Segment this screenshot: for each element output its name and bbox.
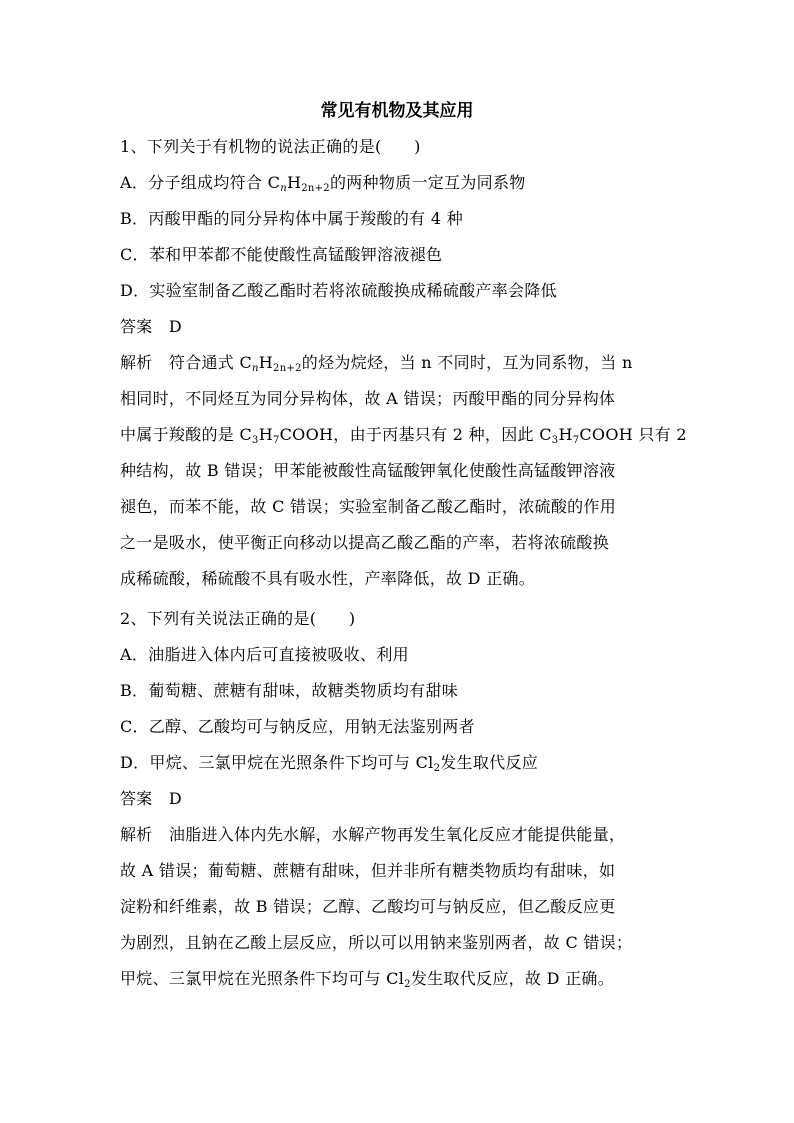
question-2-option-a: A．油脂进入体内后可直接被吸收、利用 <box>120 645 409 664</box>
option-d-text: D．甲烷、三氯甲烷在光照条件下均可与 Cl <box>120 753 434 772</box>
question-2-explanation-line-2: 故 A 错误；葡萄糖、蔗糖有甜味，但并非所有糖类物质均有甜味，如 <box>120 861 616 880</box>
option-a-text: A．分子组成均符合 C <box>120 173 281 192</box>
question-2-option-c: C．乙醇、乙酸均可与钠反应，用钠无法鉴别两者 <box>120 717 475 736</box>
question-2-answer: 答案 D <box>120 789 183 808</box>
question-2-stem: 2、下列有关说法正确的是( ) <box>120 609 356 628</box>
expl-tail: COOH 只有 2 <box>579 425 687 444</box>
expl-h: H <box>258 353 274 372</box>
option-a-subscript-n: n <box>280 183 287 194</box>
question-2-option-b: B．葡萄糖、蔗糖有甜味，故糖类物质均有甜味 <box>120 681 459 700</box>
option-d-subscript: 2 <box>433 763 441 774</box>
question-2-explanation-line-4: 为剧烈，且钠在乙酸上层反应，所以可以用钠来鉴别两者，故 C 错误； <box>120 933 633 952</box>
option-d-tail: 发生取代反应 <box>440 753 539 772</box>
expl-h: H <box>258 425 273 444</box>
question-1-option-d: D．实验室制备乙酸乙酯时若将浓硫酸换成稀硫酸产率会降低 <box>120 281 557 300</box>
expl-subscript: 3 <box>252 435 259 446</box>
question-2-explanation-line-5 <box>120 966 690 989</box>
question-1-explanation-line-6: 之一是吸水，使平衡正向移动以提高乙酸乙酯的产率，若将浓硫酸换 <box>120 533 610 552</box>
question-1-option-a <box>120 170 690 193</box>
question-1-explanation-line-5: 褪色，而苯不能，故 C 错误；实验室制备乙酸乙酯时，浓硫酸的作用 <box>120 497 617 516</box>
expl-text: COOH，由于丙基只有 2 种，因此 C <box>279 425 552 444</box>
expl-tail: 发生取代反应，故 D 正确。 <box>410 969 615 988</box>
question-1-option-b: B．丙酸甲酯的同分异构体中属于羧酸的有 4 种 <box>120 209 464 228</box>
question-2-explanation-line-3: 淀粉和纤维素，故 B 错误；乙醇、乙酸均可与钠反应，但乙酸反应更 <box>120 897 616 916</box>
option-a-tail: 的两种物质一定互为同系物 <box>329 173 526 192</box>
page-title: 常见有机物及其应用 <box>320 101 474 121</box>
option-a-subscript: 2n+2 <box>301 183 330 194</box>
question-1-explanation-line-3 <box>120 422 690 445</box>
expl-subscript: 3 <box>551 435 559 446</box>
question-2-option-d <box>120 750 690 773</box>
expl-text: 解析 符合通式 C <box>120 353 253 372</box>
question-1-answer: 答案 D <box>120 317 183 336</box>
question-1-option-c: C．苯和甲苯都不能使酸性高锰酸钾溶液褪色 <box>120 245 443 264</box>
expl-h: H <box>558 425 573 444</box>
question-1-explanation-line-4: 种结构，故 B 错误；甲苯能被酸性高锰酸钾氧化使酸性高锰酸钾溶液 <box>120 461 616 480</box>
expl-text: 中属于羧酸的是 C <box>120 425 253 444</box>
question-1-stem: 1、下列关于有机物的说法正确的是( ) <box>120 137 421 156</box>
expl-subscript: 7 <box>272 435 280 446</box>
expl-subscript: 7 <box>572 435 580 446</box>
question-1-explanation-line-2: 相同时，不同烃互为同分异构体，故 A 错误；丙酸甲酯的同分异构体 <box>120 389 616 408</box>
expl-tail: 的烃为烷烃，当 n 不同时，互为同系物，当 n <box>301 353 633 372</box>
expl-subscript-n: n <box>252 363 259 374</box>
question-1-explanation-line-7: 成稀硫酸，稀硫酸不具有吸水性，产率降低，故 D 正确。 <box>120 569 536 588</box>
question-1-explanation-line-1 <box>120 350 690 373</box>
option-a-h: H <box>286 173 302 192</box>
expl-subscript: 2 <box>404 979 411 990</box>
expl-text: 甲烷、三氯甲烷在光照条件下均可与 Cl <box>120 969 405 988</box>
expl-subscript: 2n+2 <box>273 363 302 374</box>
question-2-explanation-line-1: 解析 油脂进入体内先水解，水解产物再发生氧化反应才能提供能量， <box>120 825 626 844</box>
